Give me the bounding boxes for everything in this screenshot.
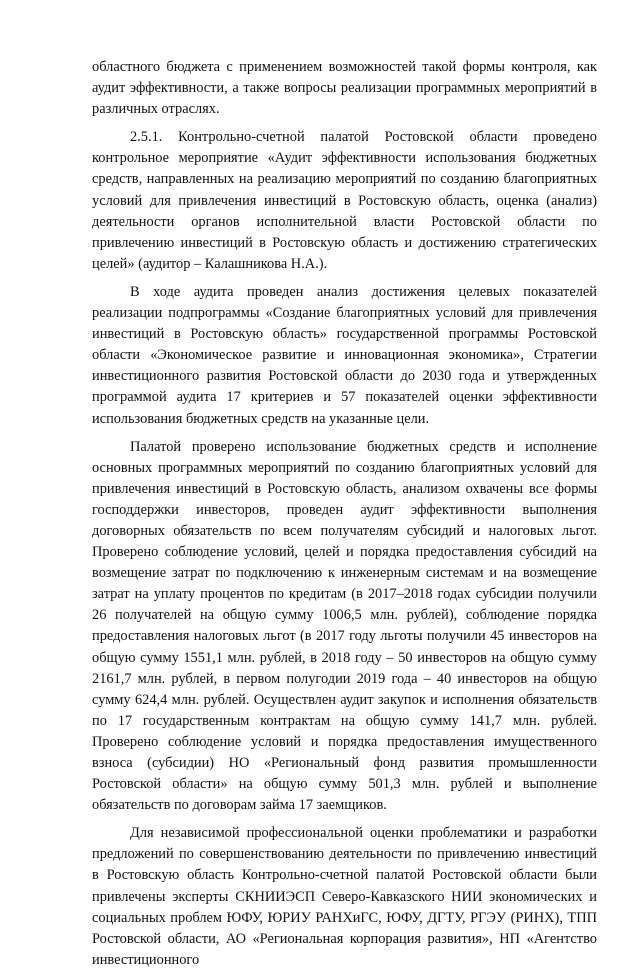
paragraph-experts: Для независимой профессиональной оценки проблематики и разработки предложений по совершенствованию деятельности по привлечению инвестиций в Ростовскую область Контрольно-счетной палатой Ростовской области были привлечены эксперты СКНИИЭСП Северо-Кавказского НИИ экономических и социальных проблем ЮФУ, ЮРИУ РАНХиГС, ЮФУ, ДГТУ, РГЭУ (РИНХ), ТПП Ростовской области, АО «Региональная корпорация развития», НП «Агентство инвестиционного xyxy=(92,825,597,968)
paragraph-section-2-5-1: 2.5.1. Контрольно-счетной палатой Ростовской области проведено контрольное мероприятие «Аудит эффективности использования бюджетных средств, направленных на реализацию мероприятий по созданию благоприятных условий для привлечения инвестиций в Ростовскую область, оценка (анализ) деятельности органов исполнительной власти Ростовской области по привлечению инвестиций в Ростовскую область и достижению стратегических целей» (аудитор – Калашникова Н.А.). xyxy=(92,129,597,272)
document-body xyxy=(92,57,597,978)
paragraph-chamber-checks: Палатой проверено использование бюджетных средств и исполнение основных программных мероприятий по созданию благоприятных условий для привлечения инвестиций в Ростовскую область, анализом охвачены все формы господдержки инвесторов, проведен аудит эффективности выполнения договорных обязательств по всем получателям субсидий и налоговых льгот. Проверено соблюдение условий, целей и порядка предоставления субсидий на возмещение затрат по подключению к инженерным системам и на возмещение затрат на уплату процентов по кредитам (в 2017–2018 годах субсидии получили 26 получателей на общую сумму 1006,5 млн. рублей), соблюдение порядка предоставления налоговых льгот (в 2017 году льготы получили 45 инвесторов на общую сумму 1551,1 млн. рублей, в 2018 году – 50 инвесторов на общую сумму 2161,7 млн. рублей, в первом полугодии 2019 года – 40 инвесторов на общую сумму 624,4 млн. рублей. Осуществлен аудит закупок и исполнения обязательств по 17 государственным контрактам на общую сумму 141,7 млн. рублей. Проверено соблюдение условий и порядка предоставления имущественного взноса (субсидии) НО «Региональный фонд развития промышленности Ростовской области» на общую сумму 501,3 млн. рублей и выполнение обязательств по договорам займа 17 заемщиков. xyxy=(92,438,597,814)
paragraph-audit-analysis: В ходе аудита проведен анализ достижения целевых показателей реализации подпрограммы «Создание благоприятных условий для привлечения инвестиций в Ростовскую область» государственной программы Ростовской области «Экономическое развитие и инновационная экономика», Стратегии инвестиционного развития Ростовской области до 2030 года и утвержденных программой аудита 17 критериев и 57 показателей оценки эффективности использования бюджетных средств на указанные цели. xyxy=(92,283,597,427)
paragraph-intro-continuation: областного бюджета с применением возможностей такой формы контроля, как аудит эффективности, а также вопросы реализации программных мероприятий в различных отраслях. xyxy=(92,59,597,118)
